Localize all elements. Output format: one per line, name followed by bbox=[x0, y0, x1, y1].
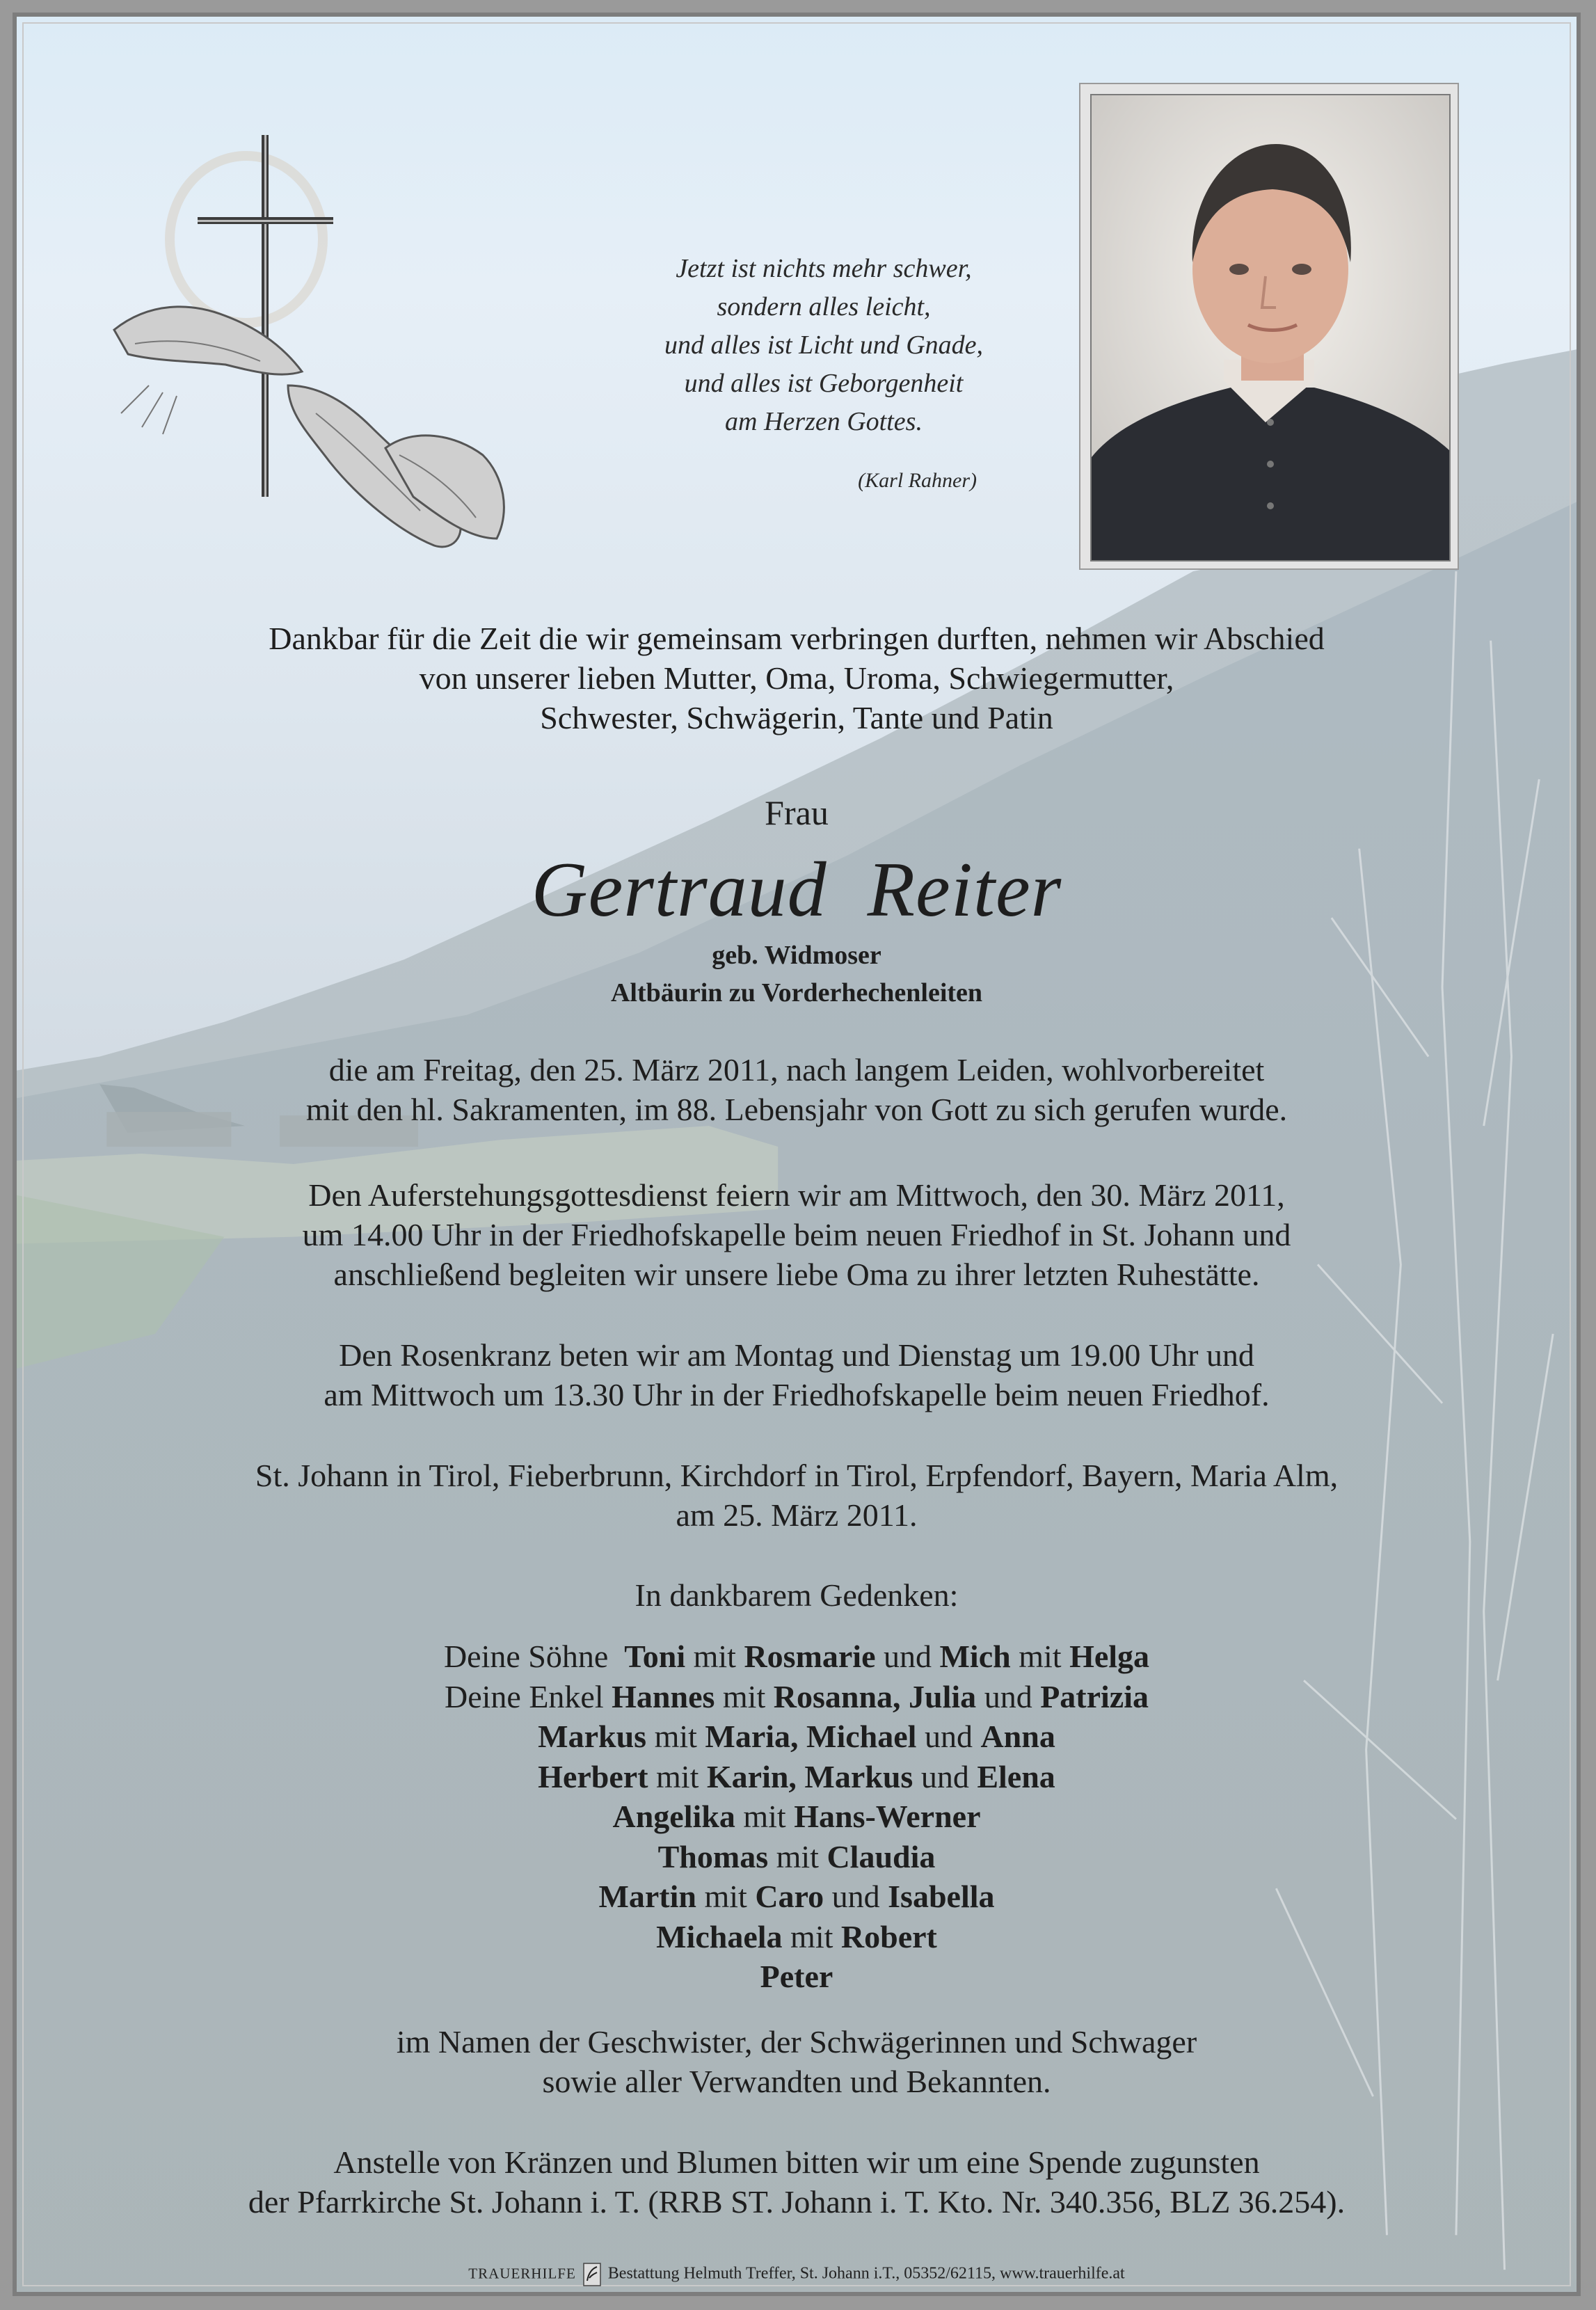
family-member-name: Mich bbox=[939, 1639, 1011, 1674]
quote-line: am Herzen Gottes. bbox=[725, 407, 923, 436]
trauerhilfe-logo-icon bbox=[583, 2263, 601, 2286]
deceased-title: Altbäurin zu Vorderhechenleiten bbox=[610, 978, 983, 1007]
deceased-name: Gertraud Reiter bbox=[531, 847, 1062, 933]
places-line: St. Johann in Tirol, Fieberbrunn, Kirchdorf in Tirol, Erpfendorf, Bayern, Maria Alm, bbox=[255, 1458, 1339, 1493]
deceased-details bbox=[17, 937, 1577, 1012]
portrait-photo bbox=[1090, 94, 1451, 561]
family-connector: Deine Enkel bbox=[445, 1678, 612, 1714]
birth-name: geb. Widmoser bbox=[712, 941, 881, 970]
death-notice bbox=[17, 1050, 1577, 1129]
closing-line: im Namen der Geschwister, der Schwägerinnen und Schwager bbox=[396, 2024, 1197, 2060]
family-connector: und bbox=[824, 1879, 888, 1914]
family-row bbox=[17, 1877, 1577, 1917]
family-row bbox=[17, 1757, 1577, 1797]
family-member-name: Patrizia bbox=[1040, 1678, 1149, 1714]
family-connector: mit bbox=[696, 1879, 756, 1914]
family-connector: mit bbox=[768, 1838, 827, 1874]
family-connector: und bbox=[913, 1758, 977, 1794]
family-member-name: Caro bbox=[755, 1879, 824, 1914]
footer bbox=[17, 2263, 1577, 2286]
family-member-name: Toni bbox=[624, 1639, 686, 1674]
family-connector: Deine Söhne bbox=[443, 1639, 625, 1674]
family-member-name: Claudia bbox=[827, 1838, 936, 1874]
family-connector: mit bbox=[715, 1678, 774, 1714]
salutation: Frau bbox=[765, 793, 829, 832]
family-member-name: Robert bbox=[840, 1918, 937, 1954]
portrait-frame bbox=[1079, 83, 1459, 570]
quote bbox=[518, 250, 1130, 441]
family-connector: mit bbox=[782, 1918, 841, 1954]
portrait-illustration bbox=[1092, 95, 1449, 560]
family-member-name: Peter bbox=[760, 1959, 833, 1994]
family-row bbox=[17, 1797, 1577, 1837]
closing-line: sowie aller Verwandten und Bekannten. bbox=[542, 2064, 1051, 2099]
family-member-name: Michaela bbox=[656, 1918, 783, 1954]
funeral-service bbox=[17, 1175, 1577, 1294]
family-connector: mit bbox=[646, 1719, 705, 1754]
family-member-name: Rosanna, Julia bbox=[773, 1678, 977, 1714]
family-member-name: Martin bbox=[598, 1879, 696, 1914]
service-line: Den Auferstehungsgottesdienst feiern wir am Mittwoch, den 30. März 2011, bbox=[308, 1177, 1285, 1213]
quote-line: und alles ist Licht und Gnade, bbox=[664, 330, 984, 360]
family-row bbox=[17, 1677, 1577, 1717]
family-member-name: Isabella bbox=[888, 1879, 995, 1914]
family-row bbox=[17, 1957, 1577, 1997]
parte-page bbox=[13, 13, 1581, 2296]
quote-author: (Karl Rahner) bbox=[858, 469, 977, 492]
donation-request bbox=[17, 2142, 1577, 2222]
intro-line: Schwester, Schwägerin, Tante und Patin bbox=[540, 700, 1053, 735]
intro-text bbox=[17, 619, 1577, 738]
family-list bbox=[17, 1636, 1577, 1997]
family-row bbox=[17, 1837, 1577, 1877]
family-connector: mit bbox=[685, 1639, 744, 1674]
family-connector: und bbox=[976, 1678, 1041, 1714]
donation-line: der Pfarrkirche St. Johann i. T. (RRB ST. Johann i. T. Kto. Nr. 340.356, BLZ 36.254). bbox=[248, 2184, 1346, 2220]
rosary-line: Den Rosenkranz beten wir am Montag und Dienstag um 19.00 Uhr und bbox=[339, 1337, 1254, 1373]
rosary-line: am Mittwoch um 13.30 Uhr in der Friedhofskapelle beim neuen Friedhof. bbox=[324, 1377, 1270, 1412]
family-member-name: Thomas bbox=[657, 1838, 769, 1874]
places-line: am 25. März 2011. bbox=[676, 1497, 918, 1533]
donation-line: Anstelle von Kränzen und Blumen bitten wir um eine Spende zugunsten bbox=[333, 2144, 1260, 2180]
family-connector: und bbox=[916, 1719, 981, 1754]
cross-hands-icon bbox=[107, 121, 538, 566]
closing-text bbox=[17, 2022, 1577, 2101]
family-member-name: Elena bbox=[977, 1758, 1055, 1794]
family-row bbox=[17, 1716, 1577, 1757]
notice-line: mit den hl. Sakramenten, im 88. Lebensjahr von Gott zu sich gerufen wurde. bbox=[305, 1092, 1288, 1127]
family-member-name: Karin, Markus bbox=[706, 1758, 913, 1794]
service-line: anschließend begleiten wir unsere liebe Oma zu ihrer letzten Ruhestätte. bbox=[333, 1257, 1260, 1292]
family-member-name: Markus bbox=[538, 1719, 647, 1754]
family-member-name: Hans-Werner bbox=[794, 1799, 981, 1834]
family-connector: und bbox=[875, 1639, 940, 1674]
family-member-name: Anna bbox=[980, 1719, 1055, 1754]
family-member-name: Angelika bbox=[612, 1799, 735, 1834]
places-date bbox=[17, 1456, 1577, 1535]
family-member-name: Helga bbox=[1069, 1639, 1150, 1674]
footer-text: Bestattung Helmuth Treffer, St. Johann i.T., 05352/62115, www.trauerhilfe.at bbox=[607, 2264, 1125, 2283]
family-member-name: Herbert bbox=[538, 1758, 648, 1794]
family-row bbox=[17, 1917, 1577, 1957]
gedenken-heading: In dankbarem Gedenken: bbox=[635, 1577, 959, 1613]
footer-brand: TRAUERHILFE bbox=[468, 2265, 576, 2282]
family-connector: mit bbox=[1010, 1639, 1070, 1674]
quote-line: Jetzt ist nichts mehr schwer, bbox=[676, 254, 972, 283]
family-connector: mit bbox=[735, 1799, 795, 1834]
family-member-name: Rosmarie bbox=[744, 1639, 876, 1674]
family-member-name: Hannes bbox=[612, 1678, 715, 1714]
family-member-name: Maria, Michael bbox=[705, 1719, 917, 1754]
notice-line: die am Freitag, den 25. März 2011, nach langem Leiden, wohlvorbereitet bbox=[328, 1052, 1265, 1088]
quote-line: sondern alles leicht, bbox=[717, 292, 931, 321]
quote-line: und alles ist Geborgenheit bbox=[684, 369, 964, 398]
family-connector: mit bbox=[648, 1758, 707, 1794]
intro-line: von unserer lieben Mutter, Oma, Uroma, Schwiegermutter, bbox=[419, 660, 1174, 696]
intro-line: Dankbar für die Zeit die wir gemeinsam verbringen durften, nehmen wir Abschied bbox=[269, 621, 1325, 656]
service-line: um 14.00 Uhr in der Friedhofskapelle beim neuen Friedhof in St. Johann und bbox=[302, 1217, 1291, 1252]
rosary-info bbox=[17, 1335, 1577, 1415]
family-row bbox=[17, 1636, 1577, 1677]
